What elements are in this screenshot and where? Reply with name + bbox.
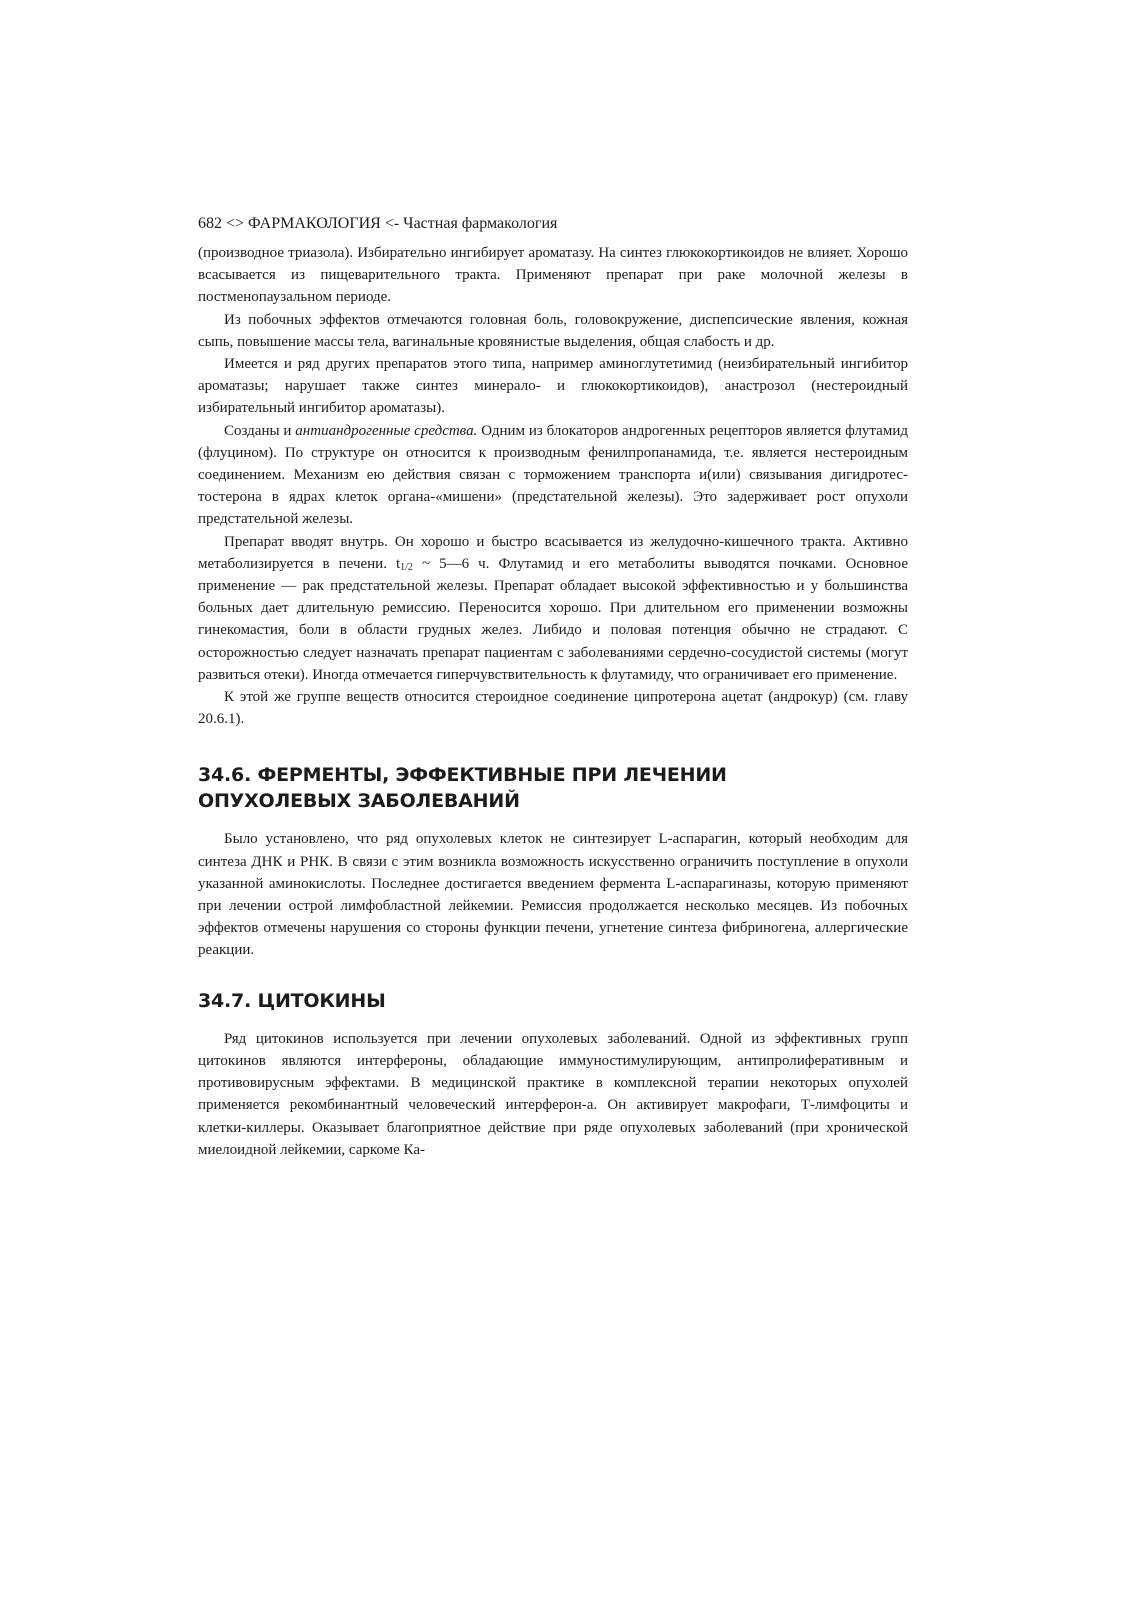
section-heading-line: 34.6. ФЕРМЕНТЫ, ЭФФЕКТИВНЫЕ ПРИ ЛЕЧЕНИИ (198, 764, 727, 787)
paragraph-5-rest: ~ 5—6 ч. Флутамид и его метаболиты выводятся почками. Основное применение — рак предстательной железы. Препарат обладает высокой эффективностью и у большинства больных дает длительную ремиссию. Переносится хорошо. При длительном его применении возможны гинекомастия, боли в области грудных желез. Либидо и половая потенция обычно не страдают. С осторожностью следует назначать препарат пациентам с заболеваниями сердечно-сосудистой системы (могут развиться отеки). Иногда отмечается гиперчувствительность к флутамиду, что ограничивает его применение. (198, 555, 908, 683)
half-life-subscript: 1/2 (400, 561, 413, 573)
paragraph-5-lead: Препарат вводят внутрь. Он хорошо и быстро всасывается из желудочно-кишечного тракта. Активно метаболизируется в печени. t (198, 533, 908, 572)
paragraph-3: Имеется и ряд других препаратов этого типа, например аминоглутетимид (неизбирательный ингибитор ароматазы; нарушает также синтез минерало- и глюкокортикоидов), анастрозол (нестероидный избирательный ингибитор ароматазы). (198, 356, 908, 417)
paragraph-4-lead: Созданы и (224, 422, 296, 439)
section-heading-34-7 (198, 988, 908, 1014)
paragraph-1: (производное триазола). Избирательно ингибирует ароматазу. На синтез глюкокортикоидов не влияет. Хорошо всасывается из пищеварительного тракта. Применяют препарат при раке молочной железы в постменопаузальном периоде. (198, 245, 908, 306)
section-34-7-paragraph: Ряд цитокинов используется при лечении опухолевых заболеваний. Одной из эффективных групп цитокинов являются интерфероны, обладающие иммуностимулирующим, антипролиферативным и противовирусным эффектами. В медицинской практике в комплексной терапии некоторых опухолей применяется рекомбинантный человеческий интерферон-а. Он активирует макрофаги, Т-лимфоциты и клетки-киллеры. Оказывает благоприятное действие при ряде опухолевых заболеваний (при хронической миелоидной лейкемии, саркоме Ка- (198, 1030, 908, 1158)
paragraph-6: К этой же группе веществ относится стероидное соединение ципротерона ацетат (андрокур) (см. главу 20.6.1). (198, 689, 908, 728)
paragraph-4-emphasis: антиандрогенные средства. (295, 422, 478, 439)
section-heading-line: 34.7. ЦИТОКИНЫ (198, 989, 386, 1012)
section-heading-34-6 (198, 762, 908, 814)
paragraph-4 (198, 420, 908, 531)
section-34-6-paragraph: Было установлено, что ряд опухолевых клеток не синтезирует L-аспарагин, который необходим для синтеза ДНК и РНК. В связи с этим возникла возможность искусственно ограничить поступление в опухоли указанной аминокислоты. Последнее достигается введением фермента L-аспарагиназы, которую применяют при лечении острой лимфобластной лейкемии. Ремиссия продолжается несколько месяцев. Из побочных эффектов отмечены нарушения со стороны функции печени, угнетение синтеза фибриногена, аллергические реакции. (198, 831, 908, 959)
section-heading-line: ОПУХОЛЕВЫХ ЗАБОЛЕВАНИЙ (198, 790, 520, 813)
paragraph-2: Из побочных эффектов отмечаются головная боль, головокружение, диспепсические явления, кожная сыпь, повышение массы тела, вагинальные кровянистые выделения, общая слабость и др. (198, 311, 908, 350)
paragraph-4-rest: Одним из блокаторов андрогенных рецепторов является флутамид (флуцином). По структуре он относится к производным фенилпропанамида, т.е. является нестероидным соединением. Механизм ею действия связан с торможением транспорта и(или) связывания дигидротестостерона в ядрах клеток органа-«мишени» (предстательной железы). Это задерживает рост опухоли предстательной железы. (198, 422, 908, 528)
document-page (198, 214, 908, 1161)
paragraph-5 (198, 531, 908, 686)
running-head: 682 <> ФАРМАКОЛОГИЯ <- Частная фармакология (198, 215, 558, 232)
